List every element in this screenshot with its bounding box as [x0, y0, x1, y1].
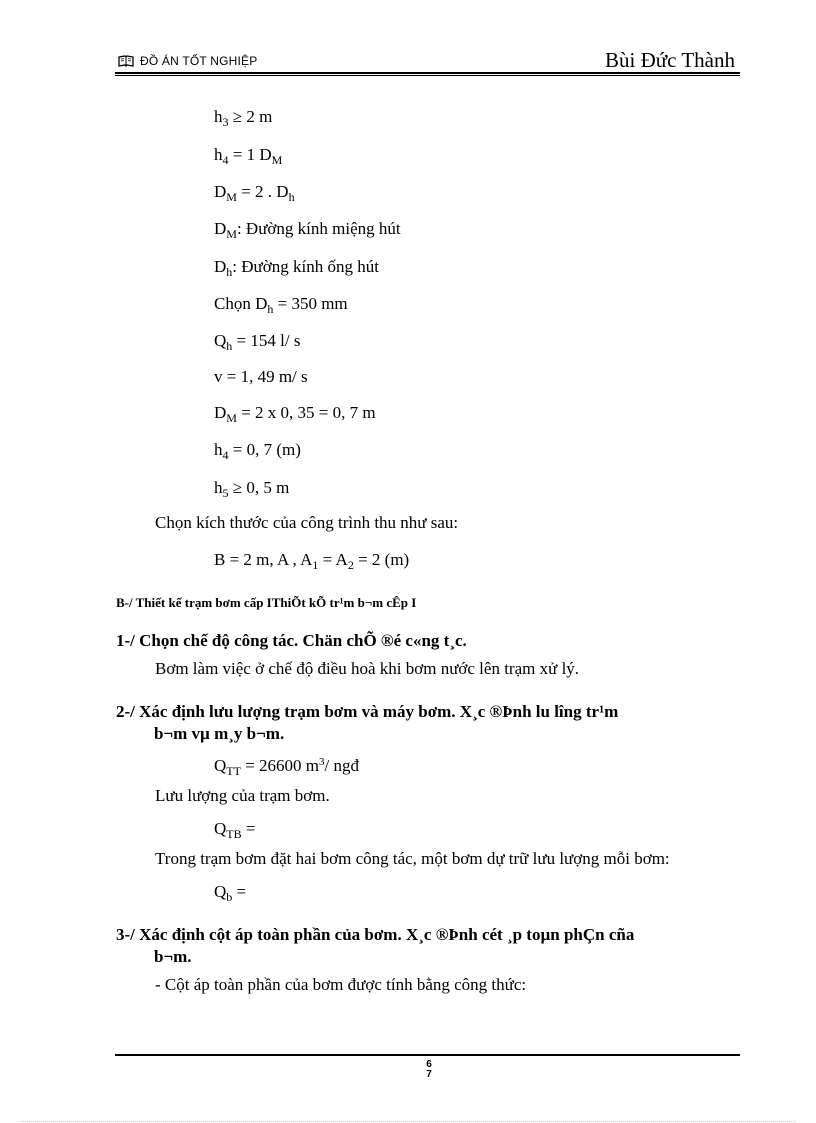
paragraph-head: - Cột áp toàn phần của bơm được tính bằng công thức: — [155, 975, 527, 994]
definition-dh: $D_h$: Đường kính ống hút — [214, 257, 379, 279]
formula-h4: $h_4 = 1$ $D_M$ — [214, 145, 283, 167]
book-icon — [118, 55, 134, 67]
formula-dimensions: B = 2 m, A , $A_1 = A_2 = 2$ (m) — [214, 550, 410, 572]
formula-qtt: $Q_{TT} = 26600$ $m^3/$ ngđ — [214, 756, 359, 778]
formula-h5: $h_5 \ge 0$, 5 m — [214, 478, 290, 500]
page-edge-dotted — [20, 1121, 796, 1122]
paragraph-pumps: Trong trạm bơm đặt hai bơm công tác, một bơm dự trữ lưu lượng mỗi bơm: — [155, 849, 670, 868]
header-left — [118, 54, 257, 68]
formula-h4-value: $h_4 = 0$, 7 (m) — [214, 440, 301, 462]
paragraph-choose-dimensions: Chọn kích thước của công trình thu như sau: — [155, 513, 459, 532]
header-rule-thin — [115, 75, 740, 76]
header-author: Bùi Đức Thành — [605, 48, 735, 72]
footer-rule — [115, 1054, 740, 1056]
formula-qh: $Q_h = 154$ l/ s — [214, 331, 301, 353]
formula-choose-dh: Chọn $D_h = 350$ mm — [214, 294, 348, 316]
formula-v: v = 1, 49 m/ s — [214, 367, 308, 386]
formula-qb: $Q_b$ = — [214, 882, 247, 904]
header-title: ĐỒ ÁN TỐT NGHIỆP — [140, 54, 258, 68]
formula-h3: $h_3 \ge 2$ m — [214, 107, 273, 129]
heading-2: 2-/ Xác định lưu lượng trạm bơm và máy bơm. X¸c ®Þnh lu lîng tr¹m b¬m vµ m¸y b¬m. — [116, 702, 619, 743]
section-b-heading: B-/ Thiết kế trạm bơm cấp IThiÕt kÕ tr¹m b¬m cÊp I — [116, 595, 417, 610]
header-rule — [115, 72, 740, 74]
definition-dm: $D_M$: Đường kính miệng hút — [214, 219, 401, 241]
page-number: 6 7 — [426, 1059, 432, 1080]
paragraph-1: Bơm làm việc ở chế độ điều hoà khi bơm nước lên trạm xử lý. — [155, 659, 580, 678]
paragraph-station-flow: Lưu lượng của trạm bơm. — [155, 786, 330, 805]
heading-1: 1-/ Chọn chế độ công tác. Chän chÕ ®é c«ng t¸c. — [116, 631, 467, 650]
heading-3: 3-/ Xác định cột áp toàn phần của bơm. X¸c ®Þnh cét ¸p toµn phÇn cña b¬m. — [116, 925, 635, 966]
formula-dm-value: $D_M = 2$ x 0, 35 = 0, 7 m — [214, 403, 376, 425]
formula-qtb: $Q_{TB}$ = — [214, 819, 256, 841]
formula-dm: $D_M = 2$ . $D_h$ — [214, 182, 295, 204]
